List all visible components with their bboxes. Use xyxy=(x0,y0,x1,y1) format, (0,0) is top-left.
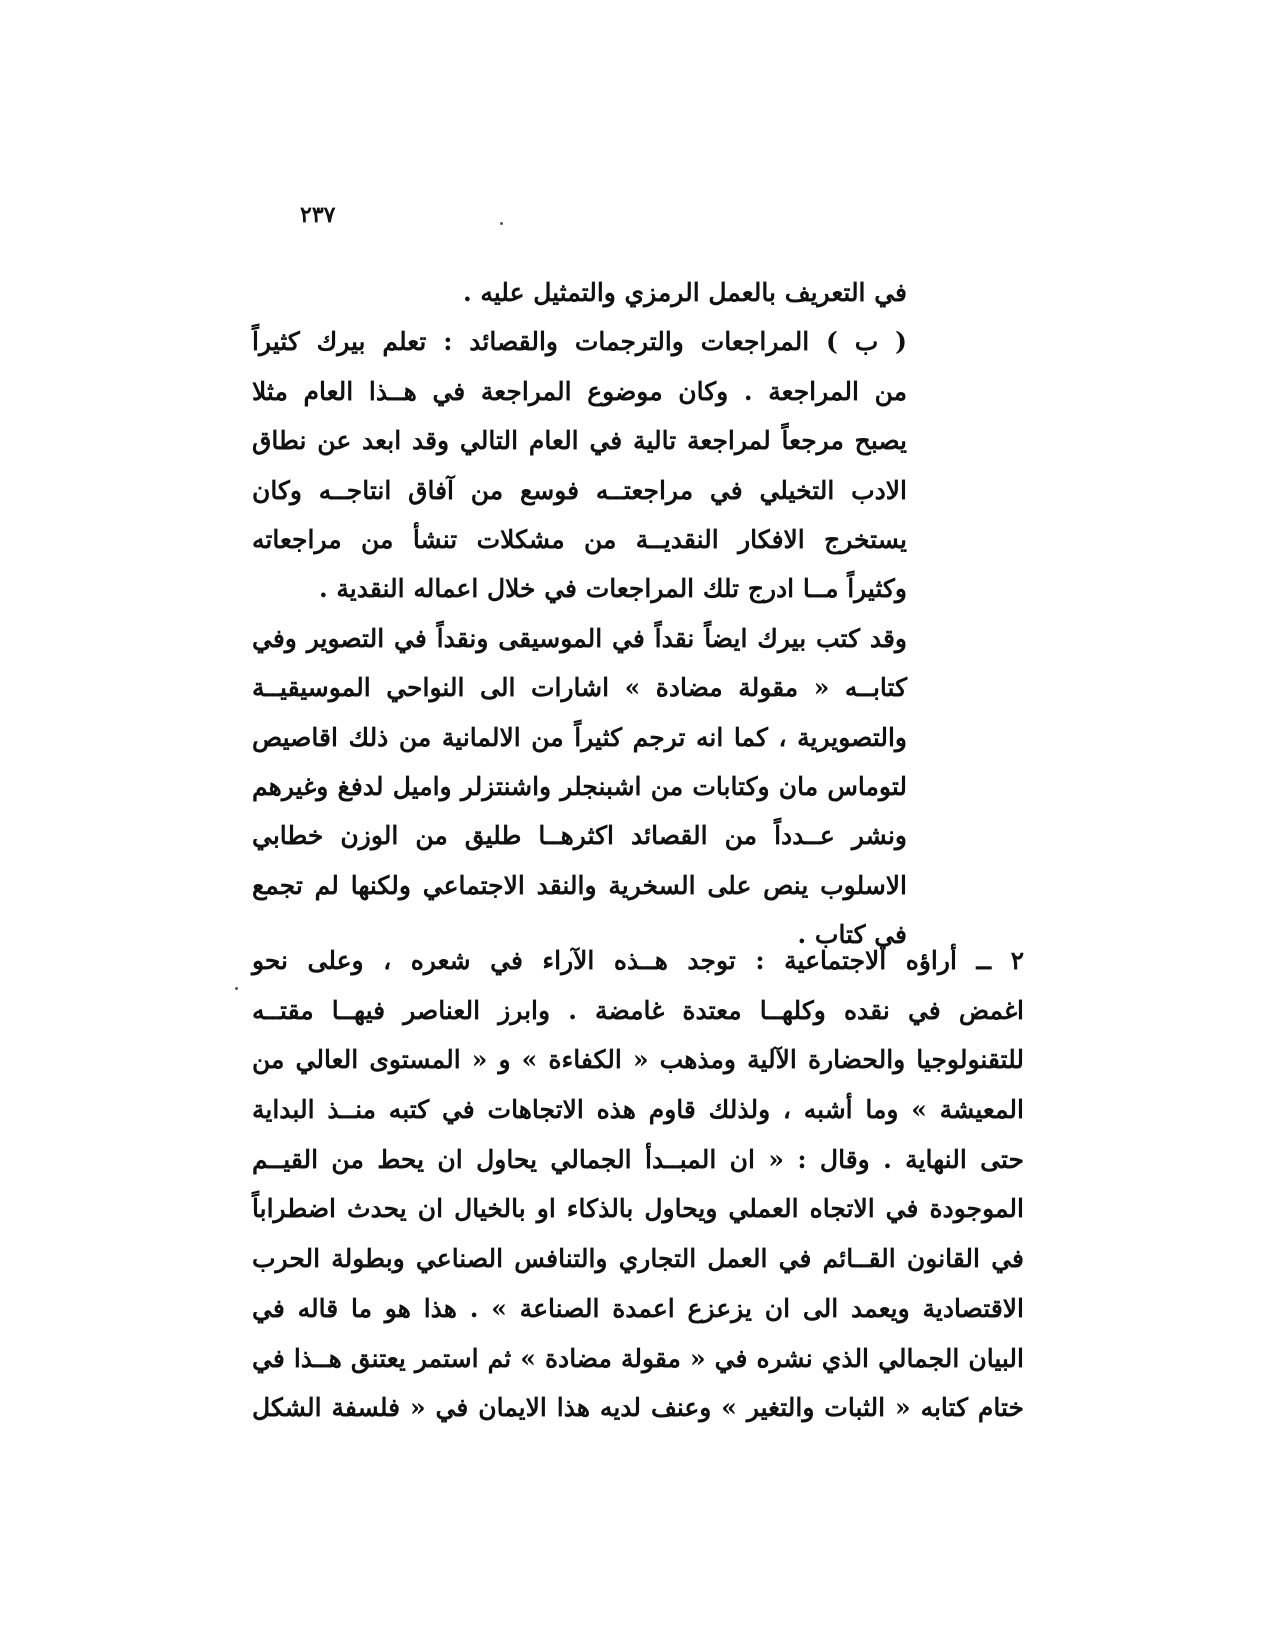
page-number: ٢٣٧ xyxy=(300,202,336,228)
text-line: في القانون القــائم في العمل التجاري والتنافس الصناعي وبطولة الحرب xyxy=(252,1244,1024,1274)
text-line: يصبح مرجعاً لمراجعة تالية في العام التالي وقد ابعد عن نطاق xyxy=(252,426,907,456)
scan-speck xyxy=(235,987,238,990)
text-line: وقد كتب بيرك ايضاً نقداً في الموسيقى ونقداً في التصوير وفي xyxy=(252,623,907,653)
section-b-paragraph xyxy=(252,268,907,959)
text-line: لتوماس مان وكتابات من اشبنجلر واشنتزلر واميل لدفغ وغيرهم xyxy=(252,771,907,801)
text-line: الاسلوب ينص على السخرية والنقد الاجتماعي ولكنها لم تجمع xyxy=(252,870,907,900)
text-line: من المراجعة . وكان موضوع المراجعة في هــذا العام مثلا xyxy=(252,376,907,406)
text-line: الادب التخيلي في مراجعتــه فوسع من آفاق انتاجــه وكان xyxy=(252,475,907,505)
text-line: اغمض في نقده وكلهــا معتدة غامضة . وابرز العناصر فيهــا مقتــه xyxy=(252,995,1024,1025)
text-line: في كتاب . xyxy=(797,920,907,950)
text-line: كتابــه « مقولة مضادة » اشارات الى النواحي الموسيقيــة xyxy=(252,673,907,703)
text-line: يستخرج الافكار النقديــة من مشكلات تنشأ من مراجعاته xyxy=(252,524,907,554)
section-2-paragraph xyxy=(252,936,1024,1433)
text-line: حتى النهاية . وقال : « ان المبــدأ الجمالي يحاول ان يحط من القيــم xyxy=(252,1144,1024,1174)
text-line: ونشر عــدداً من القصائد اكثرهــا طليق من الوزن خطابي xyxy=(252,821,907,851)
text-line: ( ب ) المراجعات والترجمات والقصائد : تعلم بيرك كثيراً xyxy=(252,327,907,357)
text-line: للتقنولوجيا والحضارة الآلية ومذهب « الكفاءة » و « المستوى العالي من xyxy=(252,1045,1024,1075)
text-line: والتصويرية ، كما انه ترجم كثيراً من الالمانية من ذلك اقاصيص xyxy=(252,722,907,752)
scan-speck xyxy=(500,222,503,225)
text-line: الاقتصادية ويعمد الى ان يزعزع اعمدة الصناعة » . هذا هو ما قاله في xyxy=(252,1293,1024,1323)
text-line: الموجودة في الاتجاه العملي ويحاول بالذكاء او بالخيال ان يحدث اضطراباً xyxy=(252,1194,1024,1224)
text-line: المعيشة » وما أشبه ، ولذلك قاوم هذه الاتجاهات في كتبه منــذ البداية xyxy=(252,1095,1024,1125)
text-line: وكثيراً مــا ادرج تلك المراجعات في خلال اعماله النقدية . xyxy=(318,574,907,604)
text-line: في التعريف بالعمل الرمزي والتمثيل عليه . xyxy=(462,278,907,307)
text-line: البيان الجمالي الذي نشره في « مقولة مضادة » ثم استمر يعتنق هــذا في xyxy=(252,1343,1024,1373)
text-line: ٢ ــ أراؤه الاجتماعية : توجد هــذه الآراء في شعره ، وعلى نحو xyxy=(252,946,1024,975)
text-line: ختام كتابه « الثبات والتغير » وعنف لديه هذا الايمان في « فلسفة الشكل xyxy=(252,1393,1025,1423)
